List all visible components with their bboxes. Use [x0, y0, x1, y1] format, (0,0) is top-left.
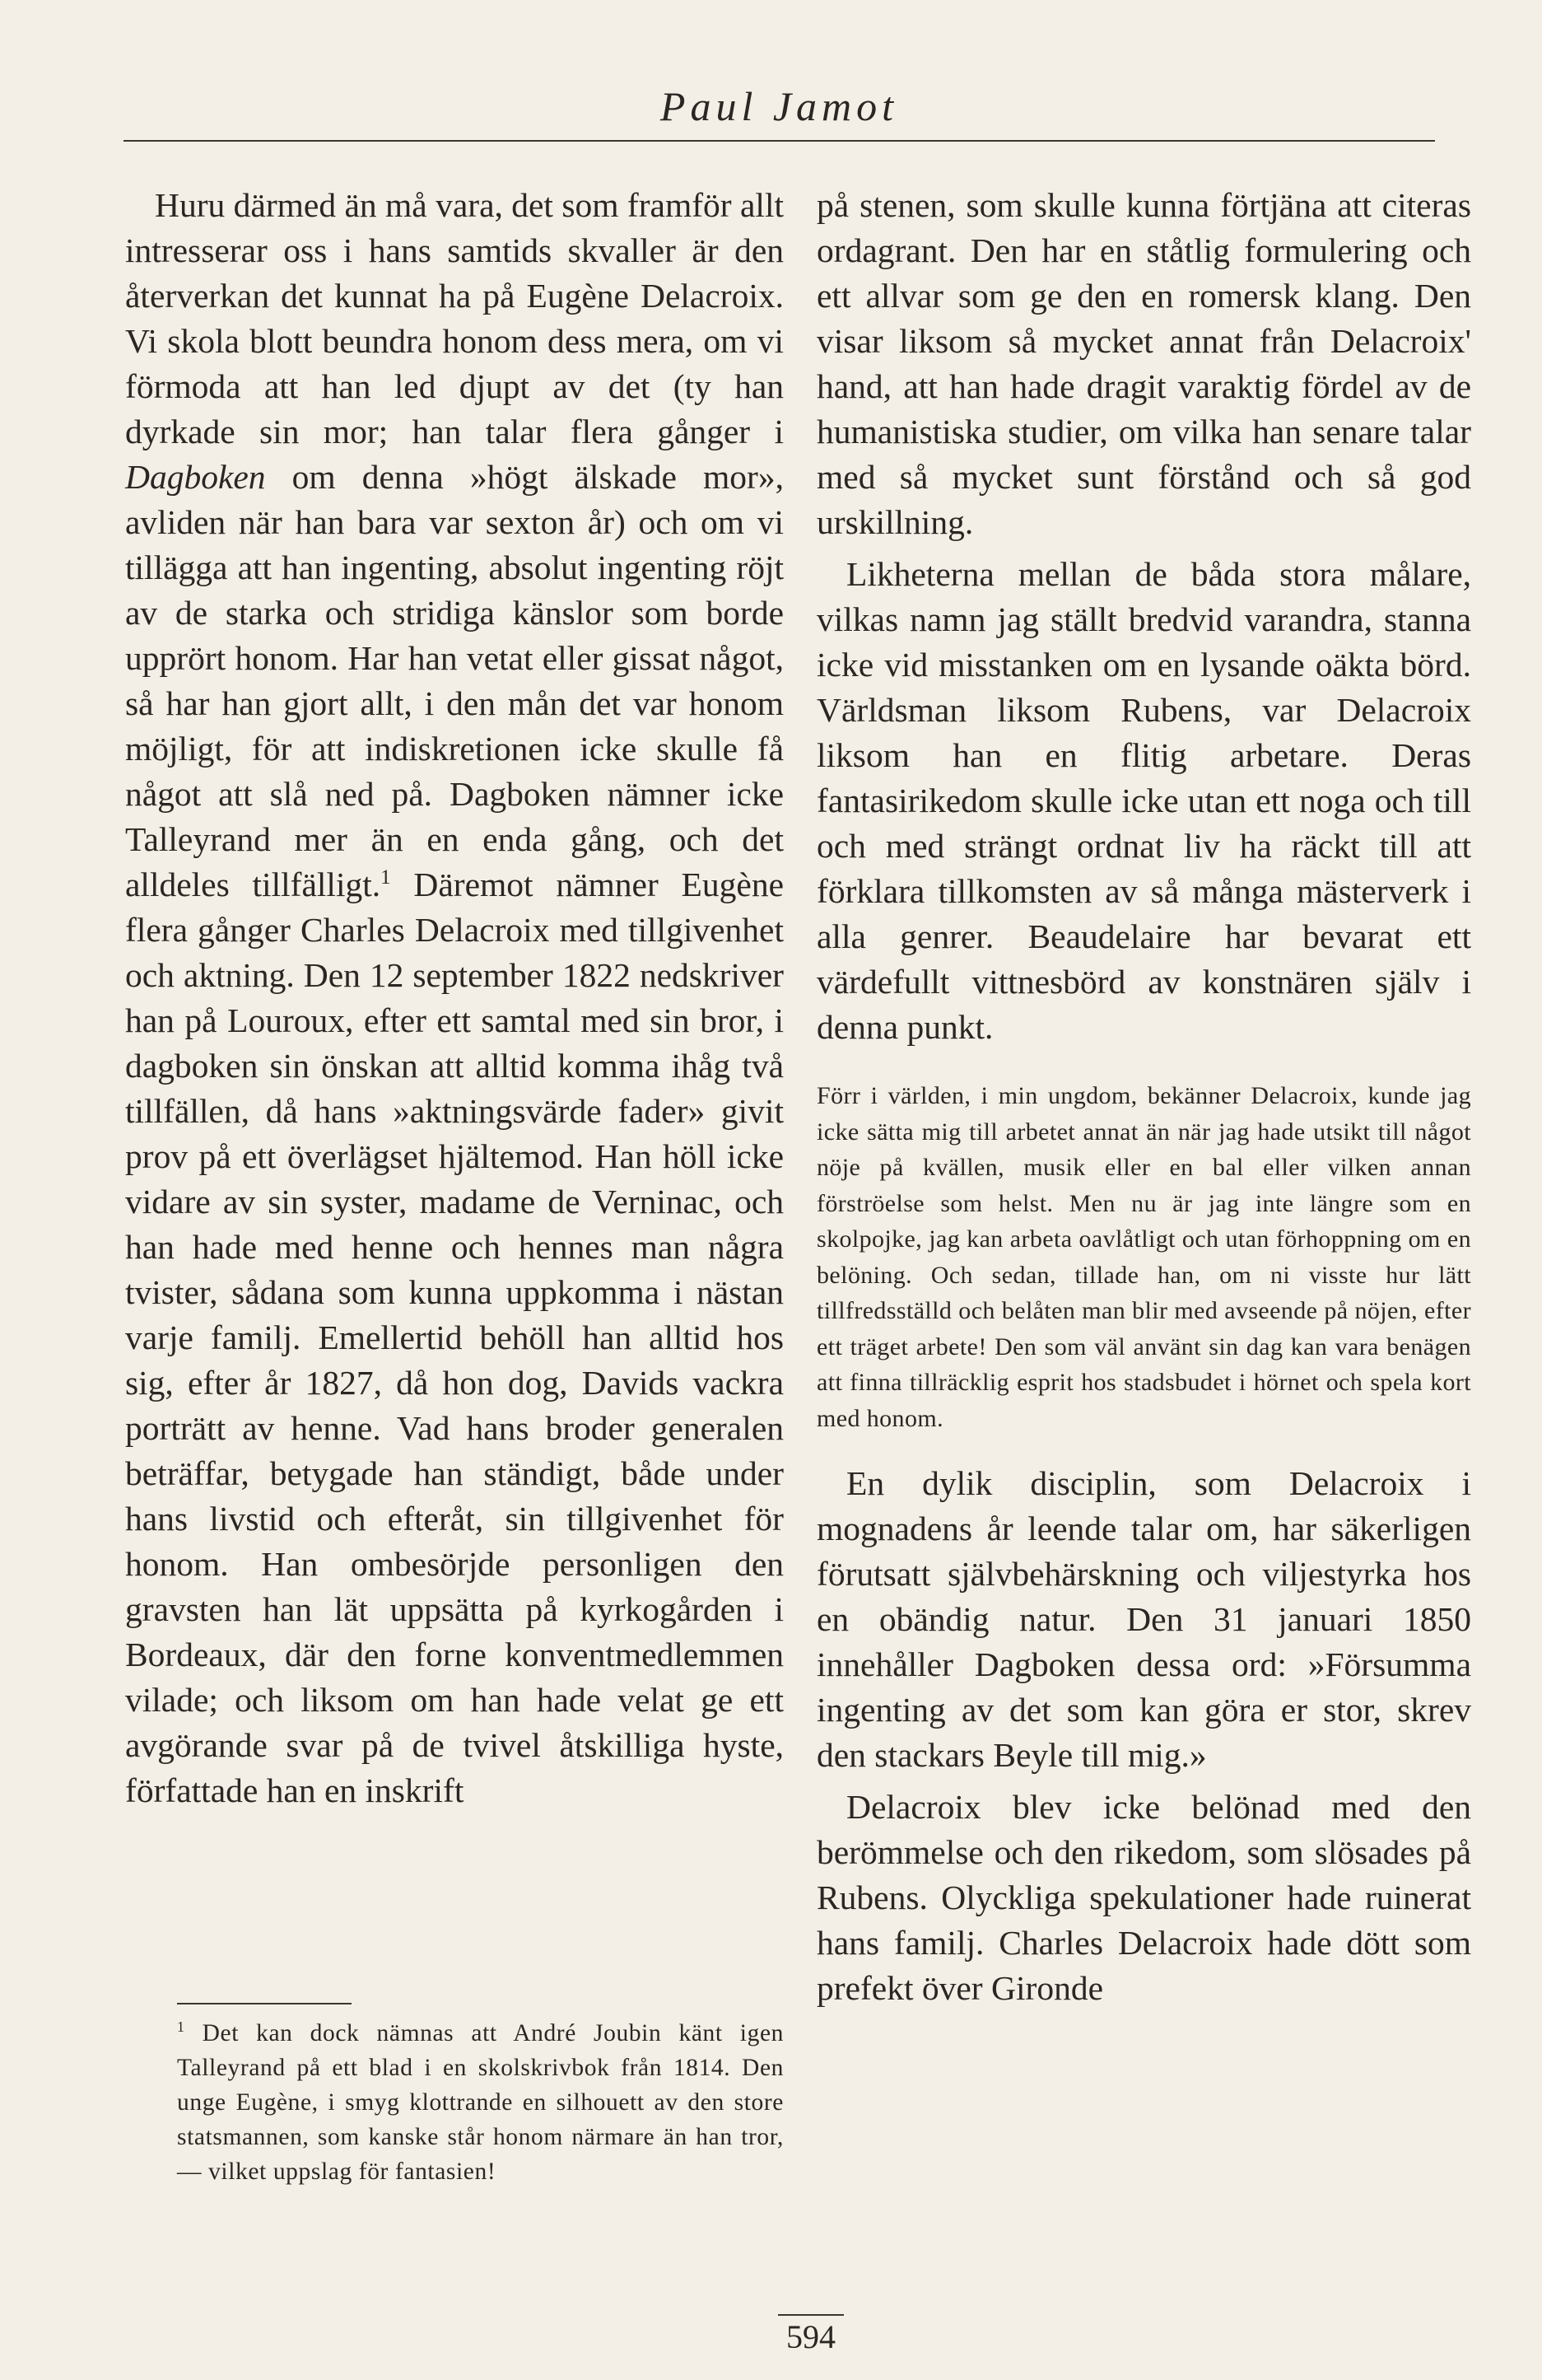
footnote-marker: 1 — [177, 2018, 185, 2036]
page-number: 594 — [786, 2318, 836, 2355]
footnote — [177, 2016, 784, 2189]
footnote-reference: 1 — [380, 866, 391, 889]
block-quote: Förr i världen, i min ungdom, bekänner Delacroix, kunde jag icke sätta mig till arbetet annat än när jag hade utsikt till något nöje på kvällen, musik eller en bal eller vilken annan förströelse som helst. Men nu är jag inte längre som en skolpojke, jag kan arbeta oavlåtligt och utan förhoppning om en belöning. Och sedan, tillade han, om ni visste hur lätt tillfredsställd och belåten man blir med avseende på nöjen, efter ett träget arbete! Den som väl använt sin dag kan vara benägen att finna tillräcklig esprit hos stadsbudet i hörnet och spela kort med honom. — [817, 1082, 1471, 1432]
running-head-author: Paul Jamot — [123, 72, 1435, 142]
text-run: om denna »högt älskade mor», avliden när han bara var sexton år) och om vi tillägga att han ingenting, absolut ingenting röjt av de starka och stridiga känslor som borde upprört honom. Har han vetat eller gissat något, så har han gjort allt, i den mån det var honom möjligt, för att indiskretionen icke skulle få något att slå ned på. Dagboken nämner icke Talleyrand mer än en enda gång, och det alldeles tillfälligt. — [125, 458, 784, 903]
text-run: Däremot nämner Eugène flera gånger Charles Delacroix med tillgivenhet och aktning. Den 12 september 1822 nedskriver han på Louroux, efter ett samtal med sin bror, i dagboken sin önskan att alltid komma ihåg två tillfällen, då hans »aktningsvärde fader» givit prov på ett överlägset hjältemod. Han höll icke vidare av sin syster, madame de Verninac, och han hade med henne och hennes man några tvister, sådana som kunna uppkomma i nästan varje familj. Emellertid behöll han alltid hos sig, efter år 1827, då hon dog, Davids vackra porträtt av henne. Vad hans broder generalen beträffar, betygade han ständigt, både under hans livstid och efteråt, sin tillgivenhet för honom. Han ombesörjde personligen den gravsten han lät uppsätta på kyrkogården i Bordeaux, där den forne konventmedlemmen vilade; och liksom om han hade velat ge ett avgörande svar på de tvivel åtskilliga hyste, författade han en inskrift — [125, 866, 784, 1809]
right-column — [817, 183, 1471, 2011]
footnote-separator — [177, 2003, 352, 2004]
body-paragraph: Likheterna mellan de båda stora målare, vilkas namn jag ställt bredvid varandra, stanna icke vid misstanken om en lysande oäkta börd. Världsman liksom Rubens, var Delacroix liksom han en flitig arbetare. Deras fantasirikedom skulle icke utan ett noga och till och med strängt ordnat liv ha räckt till att förklara tillkomsten av så många mästerverk i alla genrer. Beaudelaire har bevarat ett värdefullt vittnesbörd av konstnären själv i denna punkt. — [817, 555, 1471, 1046]
body-paragraph: En dylik disciplin, som Delacroix i mognadens år leende talar om, har säkerligen förutsatt självbehärskning och viljestyrka hos en obändig natur. Den 31 januari 1850 innehåller Dagboken dessa ord: »Försumma ingenting av det som kan göra er stor, skrev den stackars Beyle till mig.» — [817, 1464, 1471, 1774]
book-title-italic: Dagboken — [125, 458, 266, 496]
left-column — [125, 183, 784, 1813]
text-run: Huru därmed än må vara, det som framför allt intresserar oss i hans samtids skvaller är den återverkan det kunnat ha på Eugène Delacroix. Vi skola blott beundra honom dess mera, om vi förmoda att han led djupt av det (ty han dyrkade sin mor; han talar flera gånger i — [125, 186, 785, 450]
body-paragraph: på stenen, som skulle kunna förtjäna att citeras ordagrant. Den har en ståtlig formulering och ett allvar som ge den en romersk klang. Den visar liksom så mycket annat från Delacroix' hand, att han hade dragit varaktig fördel av de humanistiska studier, om vilka han senare talar med så mycket sunt förstånd och så god urskillning. — [817, 186, 1471, 541]
body-paragraph: Delacroix blev icke belönad med den berömmelse och den rikedom, som slösades på Rubens. Olyckliga spekulationer hade ruinerat hans familj. Charles Delacroix hade dött som prefekt över Gironde — [817, 1788, 1471, 2007]
footnote-text: Det kan dock nämnas att André Joubin känt igen Talleyrand på ett blad i en skolskrivbok från 1814. Den unge Eugène, i smyg klottrande en silhouett av den store statsmannen, som kanske står honom närmare än han tror, — vilket uppslag för fantasien! — [177, 2020, 784, 2185]
body-paragraph — [125, 183, 784, 1813]
